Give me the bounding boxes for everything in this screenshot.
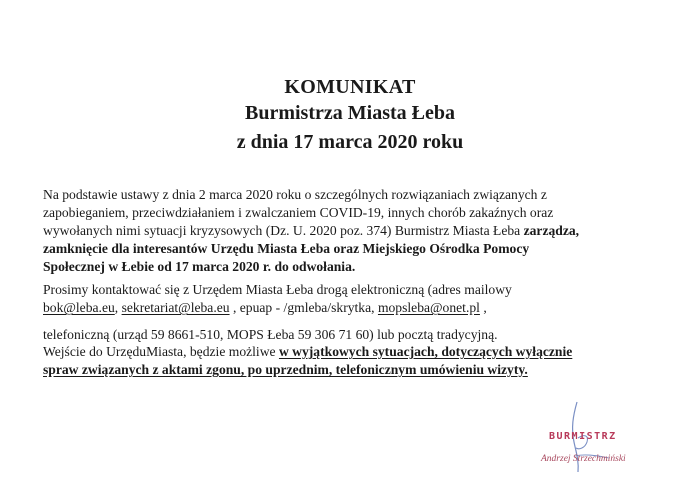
paragraph-line: [43, 222, 673, 240]
paragraph-entry-rules: [43, 343, 673, 379]
paragraph-line-bold: Społecznej w Łebie od 17 marca 2020 r. do odwołania.: [43, 259, 356, 274]
email-link-sekretariat[interactable]: sekretariat@leba.eu: [121, 300, 230, 315]
email-link-mops[interactable]: mopsleba@onet.pl: [377, 300, 480, 315]
stamp-name: Andrzej Strzechmiński: [541, 454, 626, 464]
paragraph-line: zapobieganiem, przeciwdziałaniem i zwalczaniem COVID-19, innych chorób zakaźnych oraz: [43, 205, 554, 220]
paragraph-line: [43, 299, 673, 317]
paragraph-text-bold-underlined: w wyjątkowych sytuacjach, dotyczących wyłącznie: [278, 344, 573, 359]
paragraph-line: [43, 343, 673, 361]
paragraph-line-bold: zamknięcie dla interesantów Urzędu Miasta Łeba oraz Miejskiego Ośrodka Pomocy: [43, 241, 530, 256]
paragraph-legal-basis: [43, 186, 673, 276]
paragraph-text: ,: [479, 300, 487, 315]
document-author: Burmistrza Miasta Łeba: [245, 102, 455, 124]
paragraph-text: Wejście do UrzęduMiasta, będzie możliwe: [43, 344, 279, 359]
document-title: KOMUNIKAT: [284, 76, 416, 98]
paragraph-contact: [43, 281, 673, 344]
stamp-title: BURMISTRZ: [549, 431, 617, 442]
paragraph-line: Prosimy kontaktować się z Urzędem Miasta Łeba drogą elektroniczną (adres mailowy: [43, 282, 512, 297]
document-date: z dnia 17 marca 2020 roku: [236, 131, 464, 153]
paragraph-line: Na podstawie ustawy z dnia 2 marca 2020 roku o szczególnych rozwiązaniach związanych z: [43, 187, 547, 202]
paragraph-text: , epuap - /gmleba/skrytka,: [229, 300, 378, 315]
email-link-bok[interactable]: bok@leba.eu: [43, 300, 115, 315]
paragraph-line: telefoniczną (urząd 59 8661-510, MOPS Łeba 59 306 71 60) lub pocztą tradycyjną.: [43, 327, 498, 342]
paragraph-text: ,: [114, 300, 122, 315]
paragraph-text-bold: zarządza,: [523, 223, 580, 238]
paragraph-text: wywołanych nimi sytuacji kryzysowych (Dz. U. 2020 poz. 374) Burmistrz Miasta Łeba: [43, 223, 524, 238]
paragraph-line-bold-underlined: spraw związanych z aktami zgonu, po uprzednim, telefonicznym umówieniu wizyty.: [43, 362, 528, 377]
mayor-stamp: [537, 398, 647, 478]
